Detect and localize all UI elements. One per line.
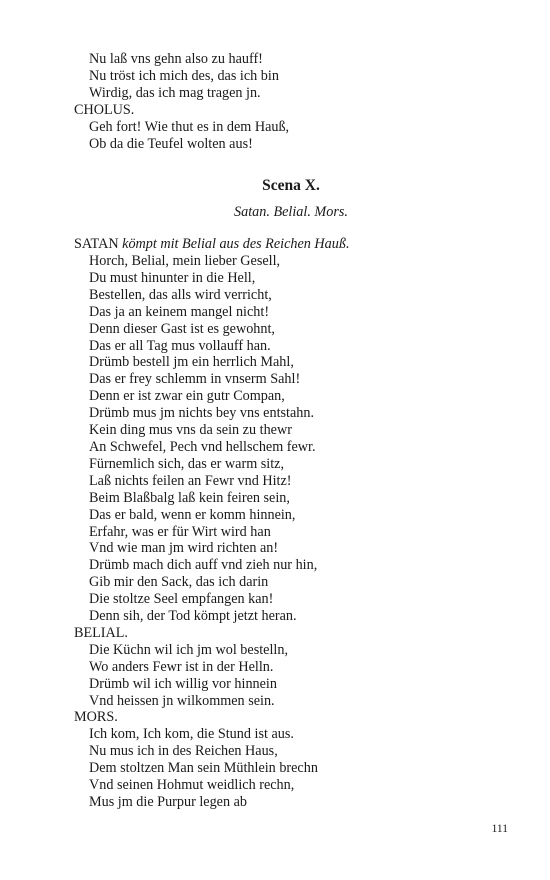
- verse-line: Das er bald, wenn er komm hinnein,: [89, 506, 296, 523]
- verse-line: Drümb bestell jm ein herrlich Mahl,: [89, 354, 294, 371]
- top-verse-block: [74, 51, 494, 152]
- verse-line: Das er frey schlemm in vnserm Sahl!: [89, 371, 301, 388]
- verse-line: Drümb wil ich willig vor hinnein: [89, 675, 277, 692]
- speaker-name: BELIAL.: [74, 624, 128, 641]
- scene-characters: Satan. Belial. Mors.: [234, 204, 348, 220]
- verse-line: Die stoltze Seel empfangen kan!: [89, 591, 274, 608]
- verse-line: Kein ding mus vns da sein zu thewr: [89, 422, 292, 439]
- verse-line: Mus jm die Purpur legen ab: [89, 794, 248, 810]
- verse-line: Fürnemlich sich, das er warm sitz,: [89, 455, 285, 472]
- verse-line: Das ja an keinem mangel nicht!: [89, 303, 270, 320]
- verse-line: Wirdig, das ich mag tragen jn.: [89, 84, 261, 101]
- verse-line: Du must hinunter in die Hell,: [89, 269, 256, 286]
- main-verse-block: [74, 253, 494, 811]
- speaker-name: MORS.: [74, 709, 118, 726]
- verse-line: Das er all Tag mus vollauff han.: [89, 337, 271, 354]
- verse-line: Vnd heissen jn wilkommen sein.: [89, 692, 275, 709]
- satan-entry-line: [74, 236, 494, 253]
- speaker-name: CHOLUS.: [74, 101, 135, 118]
- verse-line: Horch, Belial, mein lieber Gesell,: [89, 253, 281, 269]
- verse-line: Denn dieser Gast ist es gewohnt,: [89, 320, 275, 337]
- verse-line: Geh fort! Wie thut es in dem Hauß,: [89, 118, 290, 135]
- verse-line: Vnd wie man jm wird richten an!: [89, 540, 279, 557]
- verse-line: Wo anders Fewr ist in der Helln.: [89, 658, 274, 675]
- verse-line: Ich kom, Ich kom, die Stund ist aus.: [89, 726, 294, 743]
- scene-title: Scena X.: [262, 177, 320, 194]
- verse-line: Bestellen, das alls wird verricht,: [89, 286, 272, 303]
- verse-line: Ob da die Teufel wolten aus!: [89, 135, 253, 152]
- verse-line: Dem stoltzen Man sein Müthlein brechn: [89, 760, 318, 777]
- verse-line: Beim Blaßbalg laß kein feiren sein,: [89, 489, 290, 506]
- verse-line: Denn er ist zwar ein gutr Compan,: [89, 388, 285, 405]
- verse-line: Nu laß vns gehn also zu hauff!: [89, 51, 263, 67]
- verse-line: Drümb mach dich auff vnd zieh nur hin,: [89, 557, 318, 574]
- verse-line: Nu mus ich in des Reichen Haus,: [89, 743, 278, 760]
- verse-line: Gib mir den Sack, das ich darin: [89, 574, 269, 591]
- verse-line: Denn sih, der Tod kömpt jetzt heran.: [89, 608, 297, 625]
- verse-line: Drümb mus jm nichts bey vns entstahn.: [89, 405, 315, 422]
- verse-line: Laß nichts feilen an Fewr vnd Hitz!: [89, 472, 292, 489]
- speaker-name-satan: SATAN: [74, 236, 119, 252]
- verse-line: Erfahr, was er für Wirt wird han: [89, 523, 271, 540]
- verse-line: An Schwefel, Pech vnd hellschem fewr.: [89, 438, 316, 455]
- verse-line: Vnd seinen Hohmut weidlich rechn,: [89, 777, 295, 794]
- satan-entry: [74, 236, 494, 253]
- stage-direction: kömpt mit Belial aus des Reichen Hauß.: [122, 236, 350, 252]
- verse-line: Nu tröst ich mich des, das ich bin: [89, 67, 279, 84]
- page-number: 111: [491, 823, 508, 835]
- verse-line: Die Küchn wil ich jm wol bestelln,: [89, 641, 288, 658]
